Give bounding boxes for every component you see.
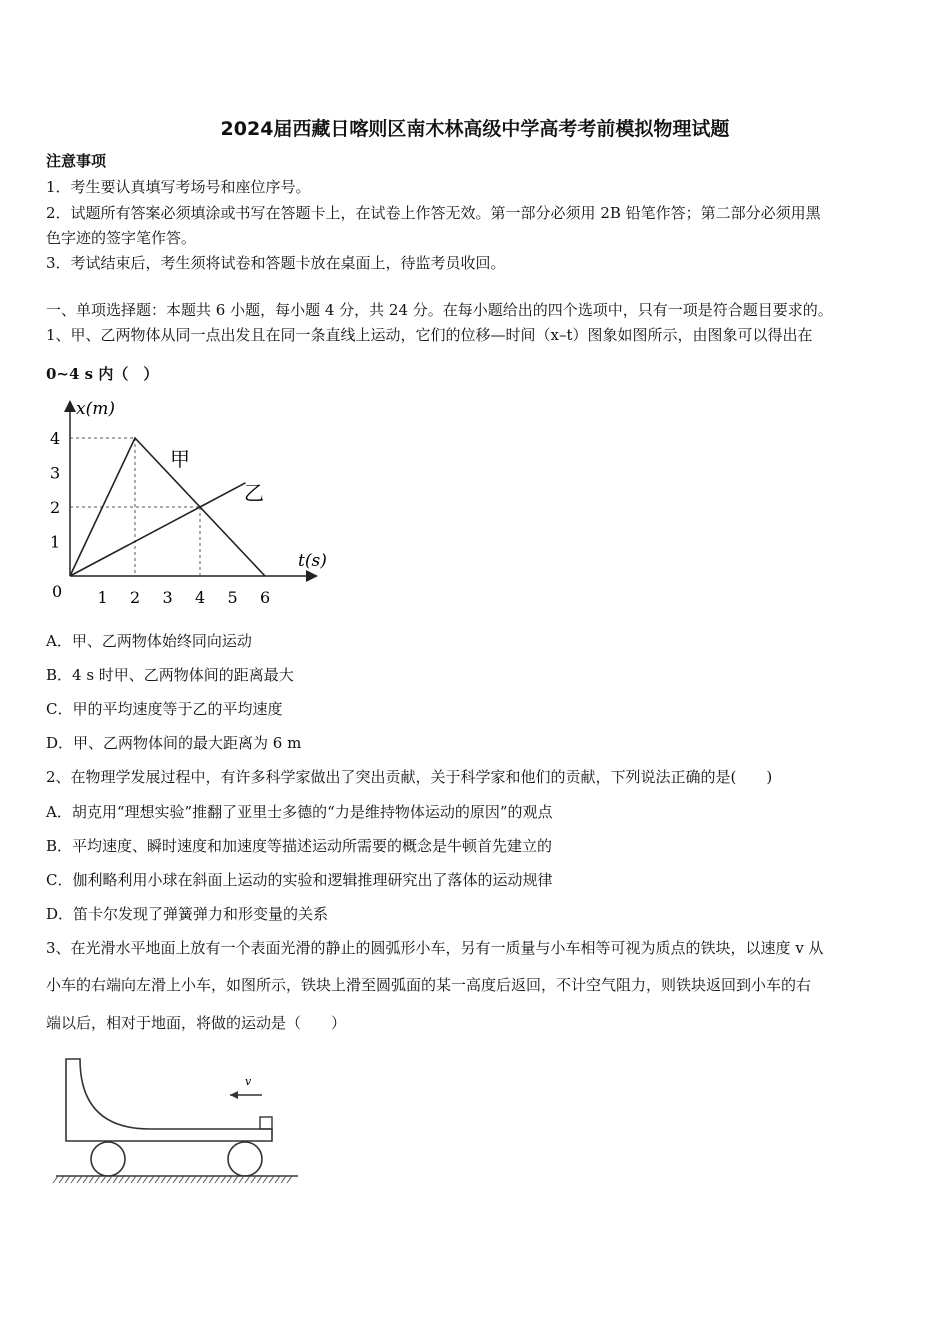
ground-hatch bbox=[167, 1176, 172, 1183]
q1-option-b: B．4 s 时甲、乙两物体间的距离最大 bbox=[46, 666, 294, 684]
q1-option-c: C．甲的平均速度等于乙的平均速度 bbox=[46, 700, 283, 718]
ground-hatch bbox=[113, 1176, 118, 1183]
notice-item-3: 3．考试结束后，考生须将试卷和答题卡放在桌面上，待监考员收回。 bbox=[46, 254, 506, 272]
ground-hatch bbox=[53, 1176, 58, 1183]
origin-label: 0 bbox=[52, 582, 63, 601]
ground-hatch bbox=[149, 1176, 154, 1183]
q1-stem-line2: 0~4 s 内（ ） bbox=[46, 365, 159, 383]
ground-hatch bbox=[215, 1176, 220, 1183]
ground-hatch bbox=[65, 1176, 70, 1183]
q3-stem-line1: 3、在光滑水平地面上放有一个表面光滑的静止的圆弧形小车，另有一质量与小车相等可视为质点的铁块，以速度 v 从 bbox=[46, 939, 824, 957]
ground-hatch bbox=[179, 1176, 184, 1183]
q1-option-a: A．甲、乙两物体始终同向运动 bbox=[46, 632, 252, 650]
ground-hatch bbox=[227, 1176, 232, 1183]
velocity-label: v bbox=[245, 1075, 252, 1088]
x-axis-label: t(s) bbox=[298, 551, 327, 571]
cart-body bbox=[66, 1059, 272, 1141]
q2-option-b: B．平均速度、瞬时速度和加速度等描述运动所需要的概念是牛顿首先建立的 bbox=[46, 837, 553, 855]
q3-stem-line2: 小车的右端向左滑上小车，如图所示，铁块上滑至圆弧面的某一高度后返回，不计空气阻力，则铁块返回到小车的右 bbox=[46, 976, 812, 994]
ground-hatch bbox=[137, 1176, 142, 1183]
y-tick-label: 2 bbox=[50, 498, 61, 517]
ground-hatch bbox=[269, 1176, 274, 1183]
ground-hatch bbox=[209, 1176, 214, 1183]
ground-hatch bbox=[191, 1176, 196, 1183]
notice-item-2: 2．试题所有答案必须填涂或书写在答题卡上，在试卷上作答无效。第一部分必须用 2B 铅笔作答；第二部分必须用黑 bbox=[46, 204, 821, 222]
ground-hatch bbox=[281, 1176, 286, 1183]
x-tick-label: 4 bbox=[195, 588, 206, 607]
ground-hatch bbox=[107, 1176, 112, 1183]
ground-hatch bbox=[239, 1176, 244, 1183]
ground-hatch bbox=[203, 1176, 208, 1183]
ground-hatch bbox=[155, 1176, 160, 1183]
series-jia-label: 甲 bbox=[170, 447, 190, 471]
ground-hatch bbox=[89, 1176, 94, 1183]
ground-hatch bbox=[263, 1176, 268, 1183]
x-tick-label: 5 bbox=[227, 588, 238, 607]
notice-heading: 注意事项 bbox=[46, 152, 107, 170]
q3-stem-line3: 端以后，相对于地面，将做的运动是（ ） bbox=[46, 1014, 347, 1032]
ground-hatch bbox=[71, 1176, 76, 1183]
iron-block bbox=[260, 1117, 272, 1129]
y-axis-label: x(m) bbox=[76, 399, 115, 419]
x-tick-label: 3 bbox=[162, 588, 173, 607]
right-wheel bbox=[228, 1142, 262, 1176]
ground-hatch bbox=[125, 1176, 130, 1183]
ground-hatch bbox=[161, 1176, 166, 1183]
q1-option-d: D．甲、乙两物体间的最大距离为 6 m bbox=[46, 734, 302, 752]
ground-hatch bbox=[77, 1176, 82, 1183]
x-tick-label: 2 bbox=[130, 588, 141, 607]
ground-hatch bbox=[221, 1176, 226, 1183]
left-wheel bbox=[91, 1142, 125, 1176]
ground-hatch bbox=[257, 1176, 262, 1183]
y-tick-label: 4 bbox=[50, 429, 61, 448]
xt-graph bbox=[40, 390, 340, 610]
ground-hatch bbox=[245, 1176, 250, 1183]
section-heading: 一、单项选择题：本题共 6 小题，每小题 4 分，共 24 分。在每小题给出的四个选项中，只有一项是符合题目要求的。 bbox=[46, 301, 833, 319]
ground-hatch bbox=[197, 1176, 202, 1183]
ground-hatch bbox=[59, 1176, 64, 1183]
ground-hatch bbox=[173, 1176, 178, 1183]
ground-hatch bbox=[233, 1176, 238, 1183]
q2-option-c: C．伽利略利用小球在斜面上运动的实验和逻辑推理研究出了落体的运动规律 bbox=[46, 871, 553, 889]
ground-hatch bbox=[119, 1176, 124, 1183]
ground-hatch bbox=[251, 1176, 256, 1183]
series-line-yi-extension bbox=[200, 483, 246, 507]
ground-hatch bbox=[101, 1176, 106, 1183]
ground-hatch bbox=[95, 1176, 100, 1183]
x-tick-label: 1 bbox=[97, 588, 108, 607]
notice-item-1: 1．考生要认真填写考场号和座位序号。 bbox=[46, 178, 311, 196]
y-tick-label: 3 bbox=[50, 463, 61, 483]
q1-stem-line1: 1、甲、乙两物体从同一点出发且在同一条直线上运动，它们的位移—时间（x–t）图象如图所示，由图象可以得出在 bbox=[46, 326, 813, 344]
q2-option-a: A．胡克用“理想实验”推翻了亚里士多德的“力是维持物体运动的原因”的观点 bbox=[46, 803, 553, 821]
ground-hatch bbox=[83, 1176, 88, 1183]
ground-hatch bbox=[131, 1176, 136, 1183]
ground-hatch bbox=[287, 1176, 292, 1183]
ground-hatch bbox=[143, 1176, 148, 1183]
series-yi-label: 乙 bbox=[244, 481, 264, 505]
ground-hatch bbox=[275, 1176, 280, 1183]
y-tick-label: 1 bbox=[50, 532, 61, 552]
q2-option-d: D．笛卡尔发现了弹簧弹力和形变量的关系 bbox=[46, 905, 329, 923]
page-title: 2024届西藏日喀则区南木林高级中学高考考前模拟物理试题 bbox=[220, 118, 730, 140]
ground-hatch bbox=[185, 1176, 190, 1183]
cart-figure bbox=[50, 1055, 305, 1190]
x-tick-label: 6 bbox=[260, 588, 271, 607]
notice-item-2-cont: 色字迹的签字笔作答。 bbox=[46, 229, 197, 247]
q2-stem: 2、在物理学发展过程中，有许多科学家做出了突出贡献，关于科学家和他们的贡献，下列说法正确的是( ) bbox=[46, 768, 773, 786]
velocity-arrow-head bbox=[230, 1091, 238, 1099]
